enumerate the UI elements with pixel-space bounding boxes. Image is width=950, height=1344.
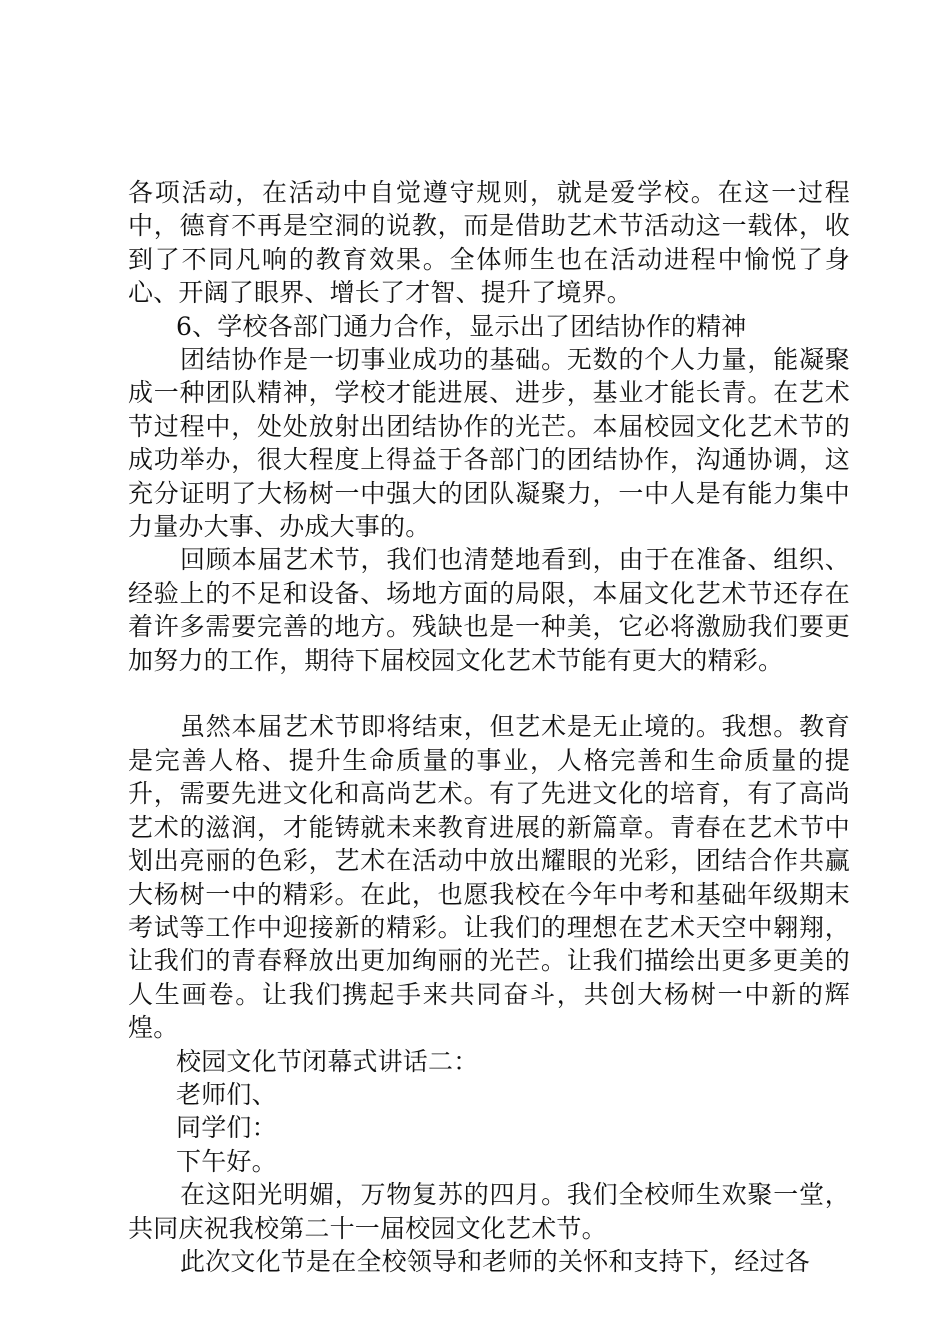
- paragraph-1: 各项活动，在活动中自觉遵守规则，就是爱学校。在这一过程中，德育不再是空洞的说教，而是借助艺术节活动这一载体，收到了不同凡响的教育效果。全体师生也在活动进程中愉悦了身心、开阔了眼界、增长了才智、提升了境界。: [128, 178, 850, 308]
- paragraph-gap: [128, 677, 850, 710]
- section-heading-6: 6、学校各部门通力合作，显示出了团结协作的精神: [176, 311, 747, 341]
- paragraph-festival: 此次文化节是在全校领导和老师的关怀和支持下，经过各: [180, 1246, 811, 1276]
- paragraph-closing: 虽然本届艺术节即将结束，但艺术是无止境的。我想。教育是完善人格、提升生命质量的事业，人格完善和生命质量的提升，需要先进文化和高尚艺术。有了先进文化的培育，有了高尚艺术的滋润，才能铸就未来教育进展的新篇章。青春在艺术节中划出亮丽的色彩，艺术在活动中放出耀眼的光彩，团结合作共赢大杨树一中的精彩。在此，也愿我校在今年中考和基础年级期末考试等工作中迎接新的精彩。让我们的理想在艺术天空中翱翔，让我们的青春释放出更加绚丽的光芒。让我们描绘出更多更美的人生画卷。让我们携起手来共同奋斗，共创大杨树一中新的辉煌。: [128, 712, 850, 1043]
- salutation-students: 同学们：: [176, 1113, 277, 1143]
- paragraph-teamwork: 团结协作是一切事业成功的基础。无数的个人力量，能凝聚成一种团队精神，学校才能进展、进步，基业才能长青。在艺术节过程中，处处放射出团结协作的光芒。本届校园文化艺术节的成功举办，很大程度上得益于各部门的团结协作，沟通协调，这充分证明了大杨树一中强大的团队凝聚力，一中人是有能力集中力量办大事、办成大事的。: [128, 345, 850, 542]
- greeting: 下午好。: [176, 1146, 277, 1176]
- salutation-teachers: 老师们、: [176, 1079, 277, 1109]
- document-body: [128, 176, 850, 1278]
- paragraph-review: 回顾本届艺术节，我们也清楚地看到，由于在准备、组织、经验上的不足和设备、场地方面的局限，本届文化艺术节还存在着许多需要完善的地方。残缺也是一种美，它必将激励我们要更加努力的工作，期待下届校园文化艺术节能有更大的精彩。: [128, 545, 850, 675]
- speech-two-title: 校园文化节闭幕式讲话二：: [176, 1046, 479, 1076]
- paragraph-april: 在这阳光明媚，万物复苏的四月。我们全校师生欢聚一堂，共同庆祝我校第二十一届校园文化艺术节。: [128, 1180, 850, 1243]
